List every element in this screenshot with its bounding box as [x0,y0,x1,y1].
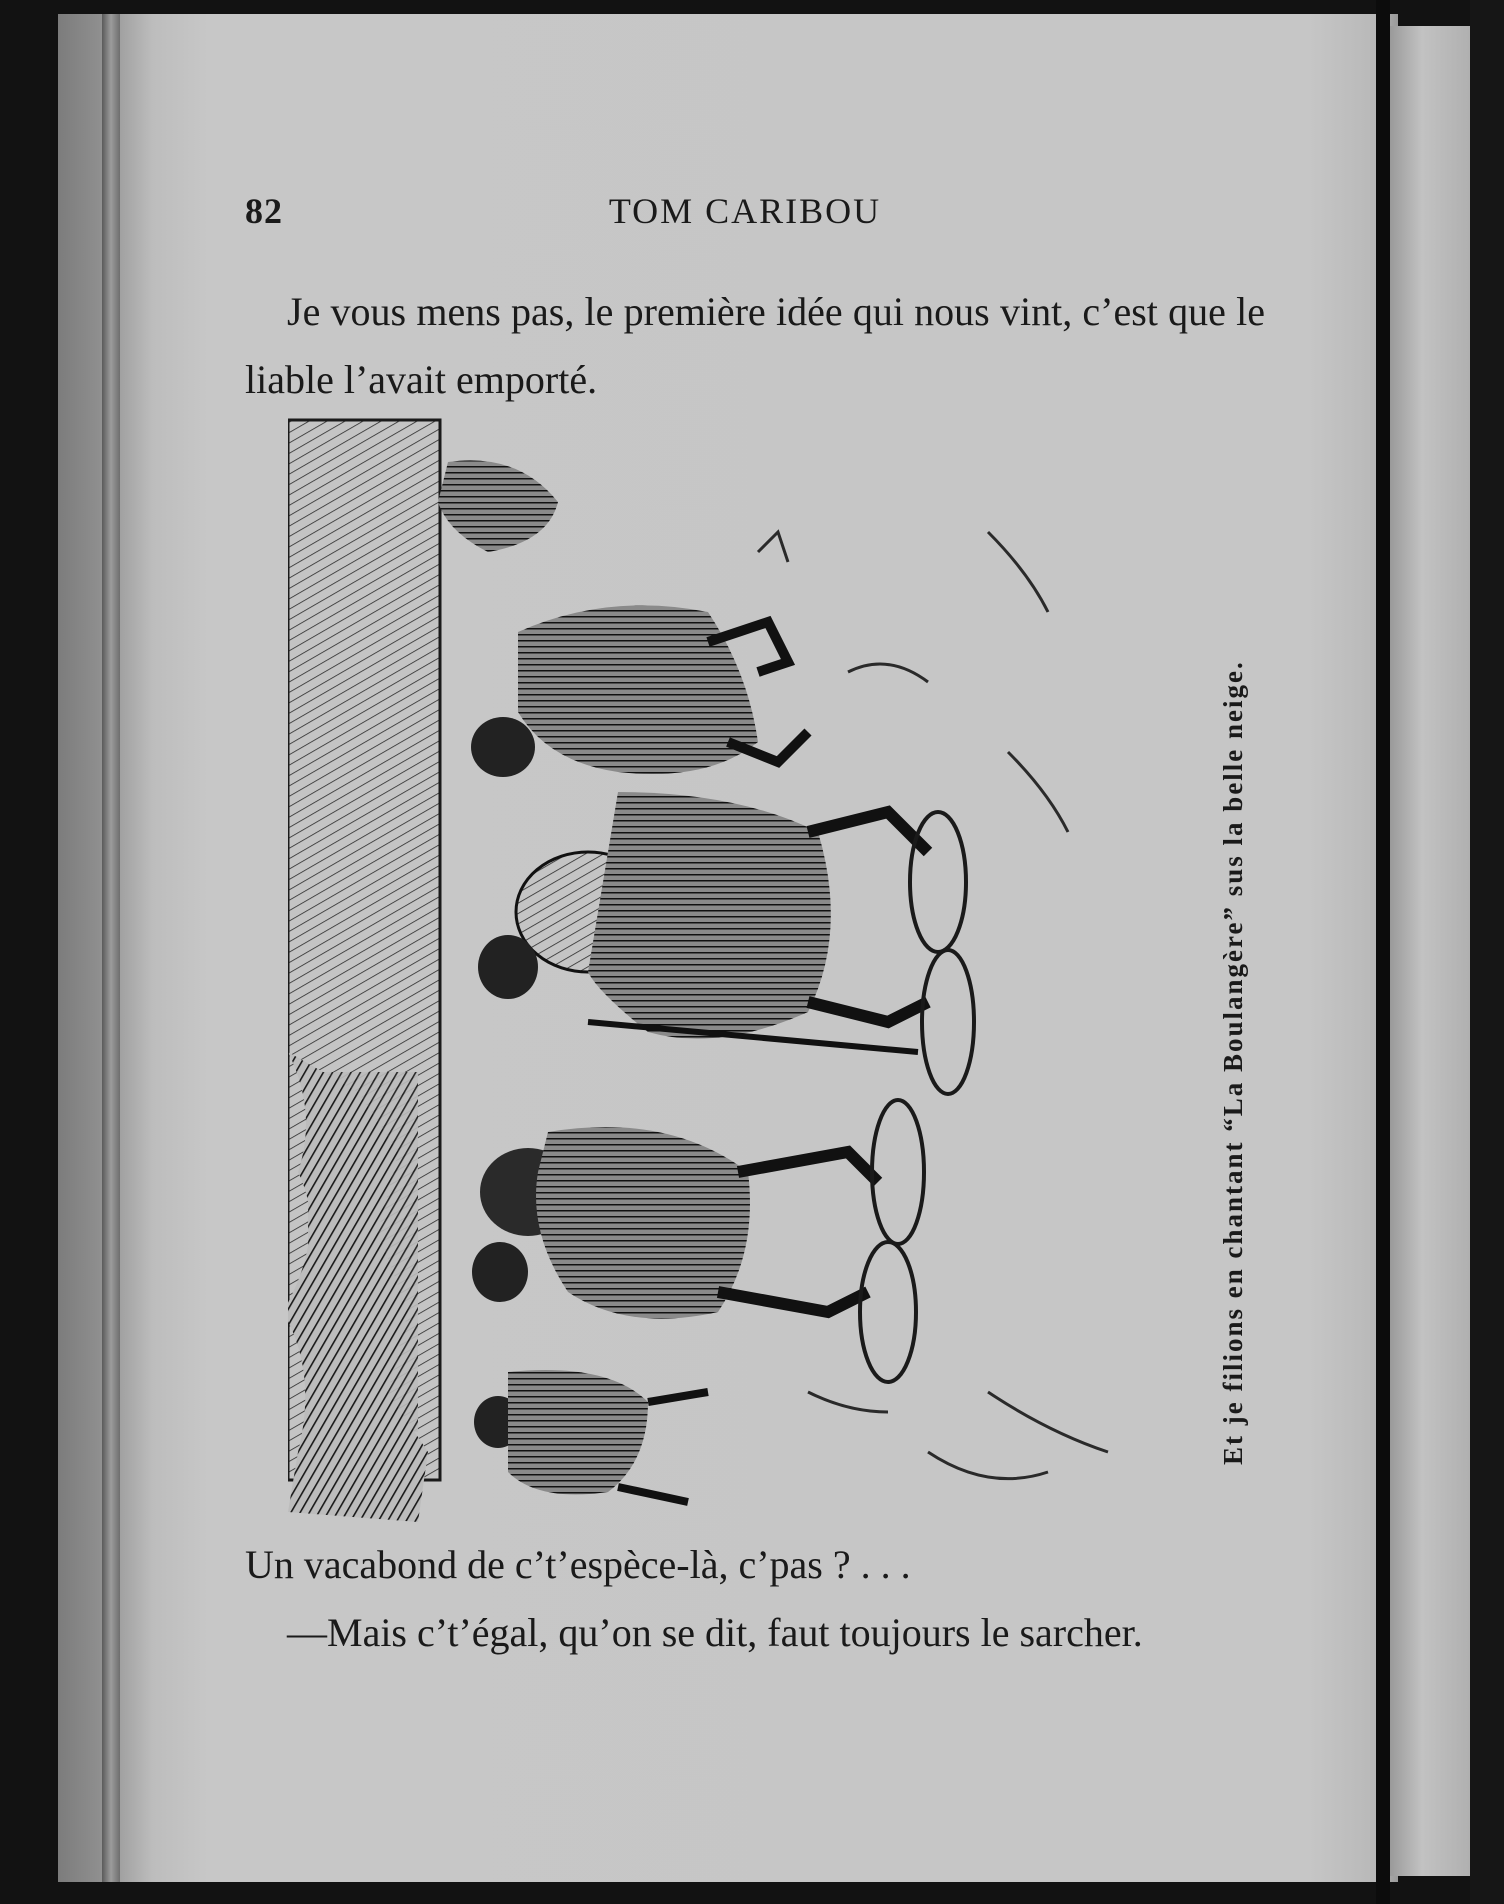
travellers-group [438,460,928,1502]
figure-1-body [518,605,758,774]
illustration-caption: Et je filions en chantant “La Boulangère” sus la belle neige. [1218,660,1248,1465]
figure-5-distant [438,460,558,552]
book-gutter [1376,0,1390,1904]
figure-2-body [588,792,831,1039]
figure-4-body [508,1370,648,1495]
top-paragraph-block [245,278,1265,414]
next-page-edge [1390,26,1470,1876]
running-head [245,190,1275,236]
bottom-text-block [245,1531,1265,1667]
figure-3-body [536,1127,750,1319]
paragraph: Je vous mens pas, le première idée qui nous vint, c’est que le liable l’avait emporté. [245,289,1265,402]
snowshoes [860,812,974,1382]
page-edge [102,14,120,1882]
figure-3-head [472,1242,528,1302]
page-number: 82 [245,191,283,231]
figure-2-head [478,935,538,999]
scan-border [1470,0,1504,1904]
page-title: TOM CARIBOU [608,191,882,231]
dialogue-line: —Mais c’t’égal, qu’on se dit, faut toujours le sarcher. [287,1610,1143,1655]
figure-1-head [471,717,535,777]
dialogue-line: Un vacabond de c’t’espèce-là, c’pas ? . . . [245,1542,911,1587]
engraving-illustration [288,412,1128,1534]
